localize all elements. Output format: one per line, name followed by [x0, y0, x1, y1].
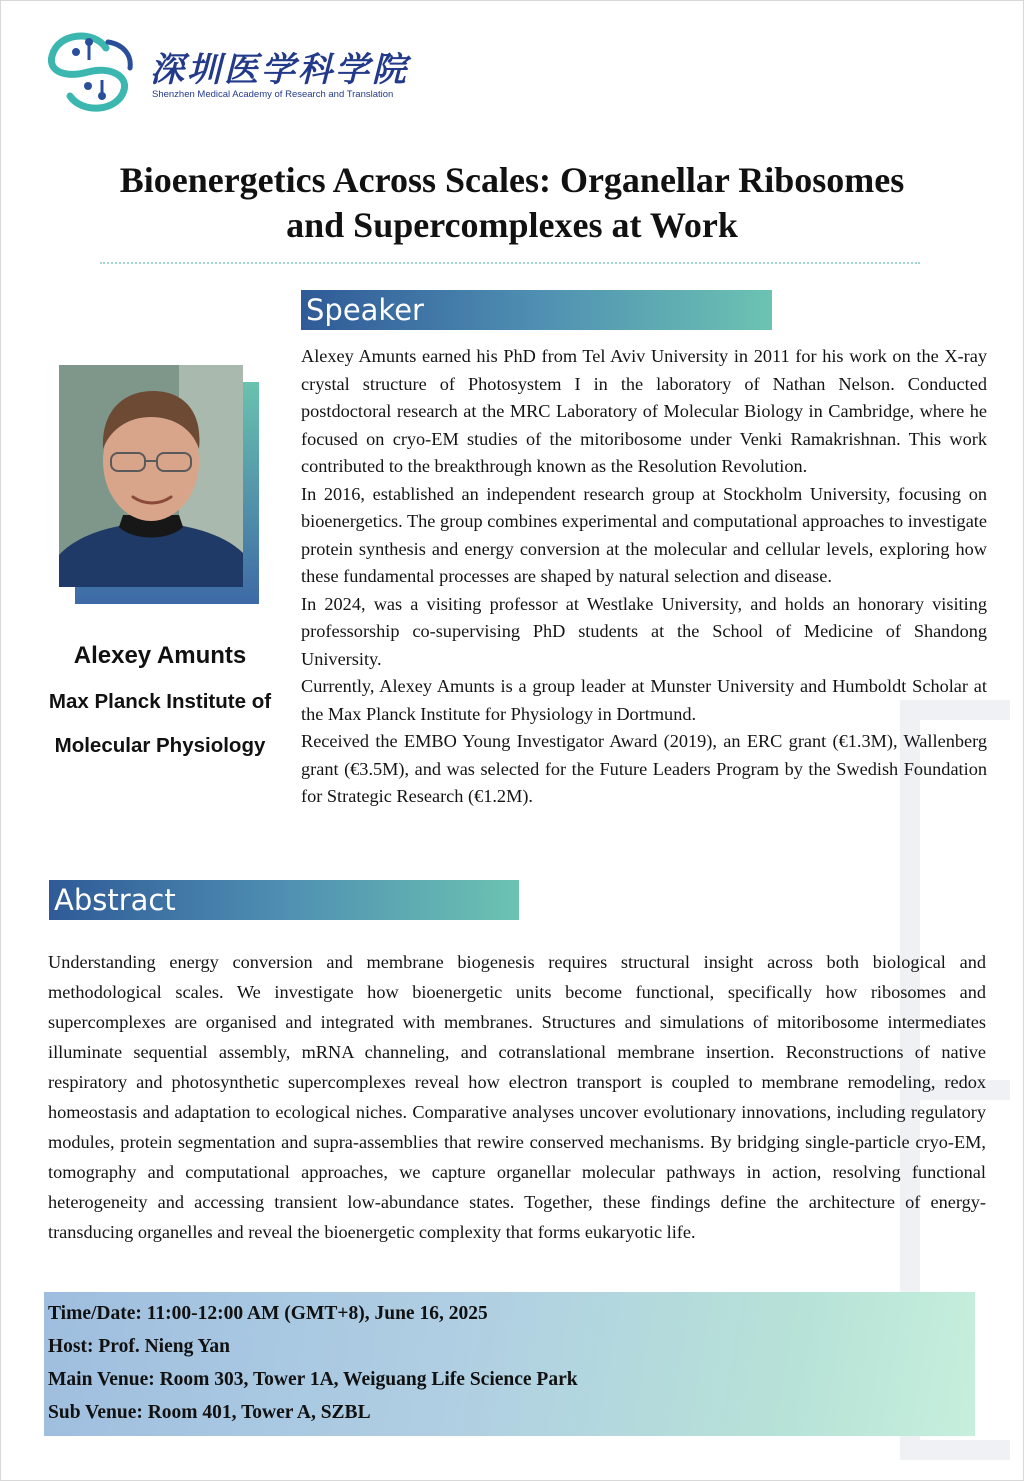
- bio-paragraph: In 2016, established an independent research group at Stockholm University, focusing on bioenergetics. The group combines experimental and computational approaches to investigate protein synthesis and energy conversion at the molecular and cellular levels, exploring how these fundamental processes are shaped by natural selection and disease.: [301, 483, 987, 586]
- speaker-name: Alexey Amunts: [73, 642, 247, 669]
- event-info-box: [44, 1292, 975, 1436]
- smart-logo-icon: [44, 26, 134, 116]
- org-name-english: Shenzhen Medical Academy of Research and Translation: [152, 89, 394, 100]
- event-host: Host: Prof. Nieng Yan: [48, 1336, 230, 1357]
- bio-paragraph: Received the EMBO Young Investigator Award (2019), an ERC grant (€1.3M), Wallenberg grant (€3.5M), and was selected for the Future Leaders Program by the Swedish Foundation for Strategic Research (€1.2M).: [301, 731, 987, 806]
- title-divider: [100, 262, 920, 264]
- bio-paragraph: Currently, Alexey Amunts is a group leader at Munster University and Humboldt Scholar at the Max Planck Institute for Physiology in Dortmund.: [301, 676, 987, 724]
- speaker-portrait-illustration: [59, 365, 243, 587]
- talk-title: [40, 158, 984, 248]
- abstract-text: Understanding energy conversion and membrane biogenesis requires structural insight across both biological and methodological scales. We investigate how bioenergetic units become functional, specifically how ribosomes and supercomplexes are organised and integrated with membranes. Structures and simulations of mitoribosome intermediates illuminate sequential assembly, mRNA channeling, and cotranslational membrane insertion. Reconstructions of native respiratory and photosynthetic supercomplexes reveal how electron transport is coupled to membrane remodeling, redox homeostasis and adaptation to ecological niches. Comparative analyses uncover evolutionary innovations, including regulatory modules, protein segmentation and supra-assemblies that rewire conserved mechanisms. By bridging single-particle cryo-EM, tomography and computational approaches, we capture organellar molecular pathways in action, resolving functional heterogeneity and accessing transient low-abundance states. Together, these findings define the architecture of energy-transducing organelles and reveal the bioenergetic complexity that forms eukaryotic life.: [48, 952, 986, 1242]
- talk-title-line1: Bioenergetics Across Scales: Organellar Ribosomes: [119, 160, 905, 200]
- event-sub-venue: Sub Venue: Room 401, Tower A, SZBL: [48, 1402, 371, 1423]
- bio-paragraph: Alexey Amunts earned his PhD from Tel Aviv University in 2011 for his work on the X-ray crystal structure of Photosystem I in the laboratory of Nathan Nelson. Conducted postdoctoral research at the MRC Laboratory of Molecular Biology in Cambridge, where he focused on cryo-EM studies of the mitoribosome under Venki Ramakrishnan. This work contributed to the breakthrough known as the Resolution Revolution.: [301, 346, 987, 476]
- speaker-bio: [301, 343, 987, 811]
- speaker-heading: Speaker: [301, 290, 772, 330]
- speaker-affiliation-line1: Max Planck Institute of: [48, 690, 272, 713]
- event-main-venue: Main Venue: Room 303, Tower 1A, Weiguang Life Science Park: [48, 1369, 578, 1390]
- event-time-date: Time/Date: 11:00-12:00 AM (GMT+8), June 16, 2025: [48, 1303, 488, 1324]
- org-name-chinese: 深圳医学科学院: [150, 50, 409, 90]
- abstract-heading: Abstract: [49, 880, 519, 920]
- speaker-photo: [59, 365, 243, 587]
- bio-paragraph: In 2024, was a visiting professor at Westlake University, and holds an honorary visiting professorship co-supervising PhD students at the School of Medicine of Shandong University.: [301, 593, 987, 669]
- speaker-affiliation-line2: Molecular Physiology: [54, 734, 266, 757]
- talk-title-line2: and Supercomplexes at Work: [286, 205, 738, 245]
